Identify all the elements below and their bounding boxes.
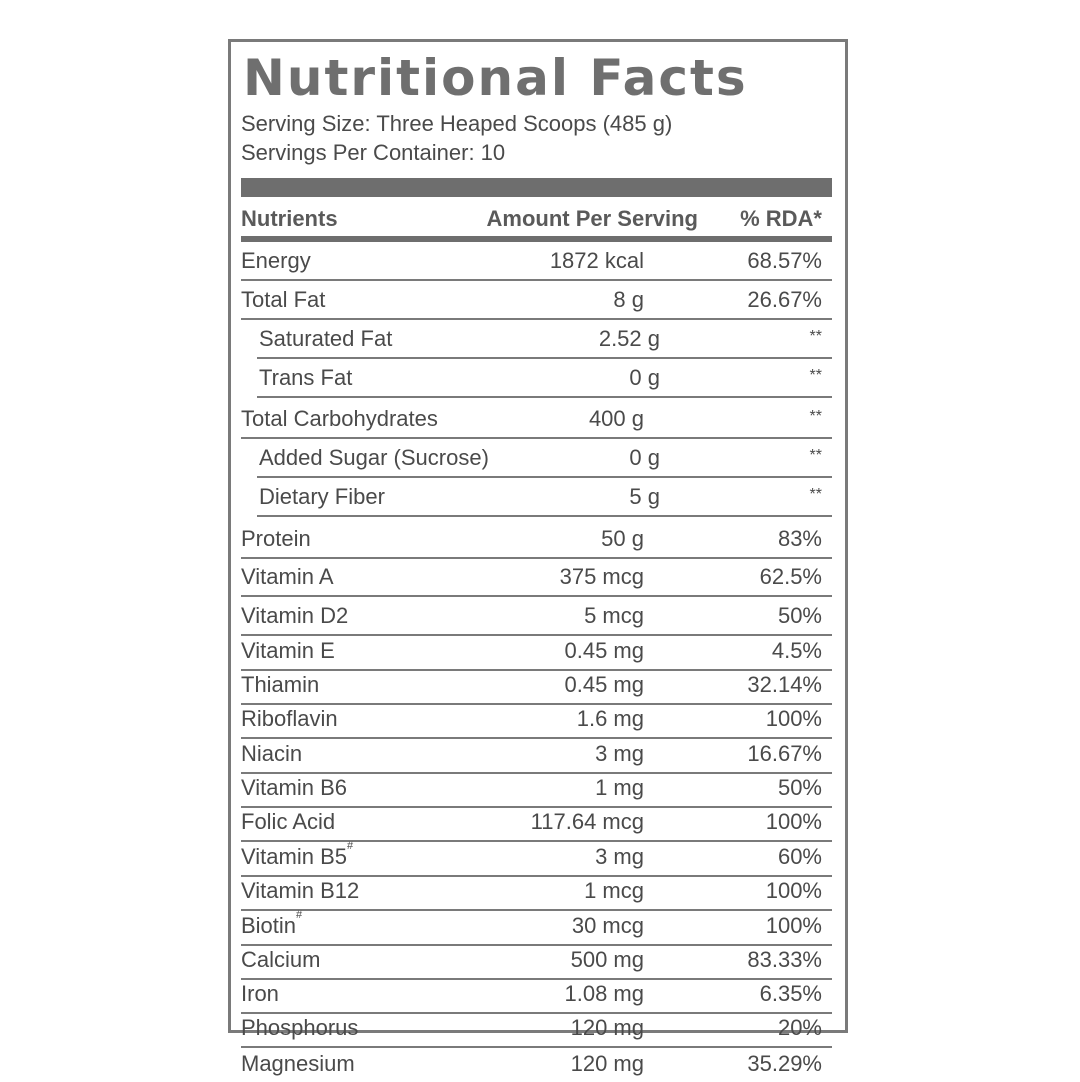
table-row bbox=[241, 398, 832, 439]
nutrient-amount: 400 g bbox=[588, 406, 644, 431]
table-row bbox=[241, 597, 832, 636]
table-row bbox=[257, 320, 832, 359]
nutrient-name-text: Total Fat bbox=[241, 287, 326, 312]
nutrient-name-text: Folic Acid bbox=[241, 809, 336, 834]
servings-per-container: Servings Per Container: 10 bbox=[241, 140, 506, 165]
nutrient-name bbox=[259, 326, 392, 352]
nutrient-name bbox=[241, 775, 347, 801]
nutrient-name-text: Iron bbox=[241, 981, 279, 1006]
nutrient-rda: 16.67% bbox=[747, 741, 822, 766]
nutrient-name bbox=[241, 909, 303, 939]
column-header-nutrients: Nutrients bbox=[241, 206, 338, 231]
footnote-marker: # bbox=[346, 840, 354, 852]
nutrient-name-text: Dietary Fiber bbox=[259, 484, 385, 509]
nutrient-name bbox=[259, 445, 489, 471]
nutrient-rda: ** bbox=[809, 328, 822, 345]
nutrient-name-text: Vitamin B12 bbox=[241, 878, 360, 903]
nutrient-amount: 8 g bbox=[613, 287, 644, 312]
nutrient-amount: 0 g bbox=[629, 365, 660, 390]
nutrient-amount: 50 g bbox=[601, 526, 644, 551]
table-row bbox=[241, 705, 832, 739]
nutrient-amount: 120 mg bbox=[570, 1051, 644, 1076]
nutrient-name bbox=[259, 365, 352, 391]
nutrient-rda: ** bbox=[809, 367, 822, 384]
nutrient-rda: 100% bbox=[765, 809, 822, 834]
nutrient-name-text: Vitamin A bbox=[241, 564, 334, 589]
nutrient-name-text: Biotin bbox=[241, 913, 297, 938]
table-row bbox=[257, 359, 832, 398]
nutrient-name-text: Vitamin D2 bbox=[241, 603, 349, 628]
nutrient-name-text: Vitamin B5 bbox=[241, 844, 347, 869]
table-row bbox=[241, 774, 832, 808]
nutrient-amount: 0.45 mg bbox=[564, 672, 644, 697]
column-header-amount: Amount Per Serving bbox=[486, 206, 698, 231]
nutrient-name bbox=[241, 406, 438, 432]
nutrient-rda: 60% bbox=[777, 844, 822, 869]
nutrient-name bbox=[241, 840, 354, 870]
header-band bbox=[241, 178, 832, 197]
nutrient-name bbox=[241, 672, 319, 698]
nutrient-rda: 100% bbox=[765, 913, 822, 938]
nutrient-rda: ** bbox=[809, 447, 822, 464]
table-row bbox=[257, 478, 832, 517]
nutrient-amount: 1.08 mg bbox=[564, 981, 644, 1006]
nutrient-name bbox=[241, 1051, 355, 1077]
nutrient-amount: 120 mg bbox=[570, 1015, 644, 1040]
nutrient-rda: ** bbox=[809, 486, 822, 503]
nutrient-name bbox=[241, 1015, 358, 1041]
table-row bbox=[241, 946, 832, 980]
nutrient-name bbox=[259, 484, 385, 510]
nutrient-amount: 0 g bbox=[629, 445, 660, 470]
nutrient-name-text: Added Sugar (Sucrose) bbox=[259, 445, 489, 470]
nutrient-name-text: Total Carbohydrates bbox=[241, 406, 438, 431]
table-row bbox=[241, 281, 832, 320]
nutrient-name-text: Protein bbox=[241, 526, 311, 551]
column-header-rda: % RDA* bbox=[740, 206, 822, 231]
nutrient-rda: 4.5% bbox=[771, 638, 822, 663]
nutrient-name bbox=[241, 526, 311, 552]
nutrient-rda: 100% bbox=[765, 706, 822, 731]
table-row bbox=[241, 980, 832, 1014]
nutrient-name-text: Phosphorus bbox=[241, 1015, 359, 1040]
nutrient-amount: 1 mg bbox=[595, 775, 644, 800]
nutrient-amount: 1 mcg bbox=[584, 878, 644, 903]
nutrient-amount: 500 mg bbox=[570, 947, 644, 972]
nutrient-name bbox=[241, 603, 348, 629]
table-header bbox=[241, 200, 832, 242]
nutrient-name bbox=[241, 564, 334, 590]
table-row bbox=[241, 808, 832, 842]
nutrient-name bbox=[241, 741, 302, 767]
nutrient-name bbox=[241, 947, 320, 973]
footnote-marker: # bbox=[296, 909, 303, 921]
nutrient-name bbox=[241, 248, 311, 274]
nutrient-amount: 2.52 g bbox=[598, 326, 660, 351]
nutrient-name bbox=[241, 287, 325, 313]
nutrient-name-text: Vitamin E bbox=[241, 638, 335, 663]
table-row bbox=[241, 877, 832, 911]
nutrient-name bbox=[241, 638, 335, 664]
table-row bbox=[241, 242, 832, 281]
nutrient-name-text: Magnesium bbox=[241, 1051, 355, 1076]
nutrient-name bbox=[241, 981, 279, 1007]
nutrient-name-text: Thiamin bbox=[241, 672, 320, 697]
nutrient-rda: 83.33% bbox=[747, 947, 822, 972]
nutrient-amount: 1872 kcal bbox=[549, 248, 644, 273]
nutrient-name bbox=[241, 809, 335, 835]
nutrient-name-text: Niacin bbox=[241, 741, 303, 766]
nutrient-rda: 32.14% bbox=[747, 672, 822, 697]
table-row bbox=[241, 517, 832, 559]
nutrient-amount: 5 g bbox=[629, 484, 660, 509]
nutrient-name bbox=[241, 706, 338, 732]
table-row bbox=[241, 559, 832, 597]
nutrient-rda: 20% bbox=[777, 1015, 822, 1040]
nutrient-amount: 5 mcg bbox=[584, 603, 644, 628]
nutrient-rda: ** bbox=[809, 408, 822, 425]
nutrient-name bbox=[241, 878, 359, 904]
nutrient-rda: 100% bbox=[765, 878, 822, 903]
nutrient-rda: 50% bbox=[777, 775, 822, 800]
serving-size: Serving Size: Three Heaped Scoops (485 g) bbox=[241, 111, 673, 136]
nutrient-name-text: Energy bbox=[241, 248, 311, 273]
nutrition-facts-panel bbox=[228, 39, 848, 1076]
nutrient-amount: 0.45 mg bbox=[564, 638, 644, 663]
nutrient-rda: 26.67% bbox=[747, 287, 822, 312]
nutrient-amount: 30 mcg bbox=[571, 913, 644, 938]
nutrient-amount: 3 mg bbox=[595, 844, 644, 869]
nutrient-amount: 1.6 mg bbox=[576, 706, 644, 731]
table-row bbox=[241, 671, 832, 705]
table-row bbox=[257, 439, 832, 478]
nutrient-amount: 117.64 mcg bbox=[530, 809, 644, 834]
nutrient-amount: 375 mcg bbox=[559, 564, 644, 589]
nutrient-name-text: Calcium bbox=[241, 947, 321, 972]
table-row bbox=[241, 1048, 832, 1082]
nutrient-name-text: Vitamin B6 bbox=[241, 775, 347, 800]
nutrient-rda: 62.5% bbox=[759, 564, 822, 589]
nutrient-rda: 50% bbox=[777, 603, 822, 628]
table-row bbox=[241, 911, 832, 946]
nutrient-rda: 83% bbox=[777, 526, 822, 551]
nutrient-rda: 68.57% bbox=[747, 248, 822, 273]
table-row bbox=[241, 842, 832, 877]
nutrient-table bbox=[241, 242, 832, 1082]
nutrient-name-text: Saturated Fat bbox=[259, 326, 393, 351]
table-row bbox=[241, 1014, 832, 1048]
table-row bbox=[241, 739, 832, 774]
nutrient-name-text: Riboflavin bbox=[241, 706, 338, 731]
nutrient-name-text: Trans Fat bbox=[259, 365, 353, 390]
table-row bbox=[241, 636, 832, 671]
page-title: Nutritional Facts bbox=[243, 49, 748, 107]
nutrient-amount: 3 mg bbox=[595, 741, 644, 766]
nutrient-rda: 35.29% bbox=[747, 1051, 822, 1076]
nutrient-rda: 6.35% bbox=[759, 981, 822, 1006]
